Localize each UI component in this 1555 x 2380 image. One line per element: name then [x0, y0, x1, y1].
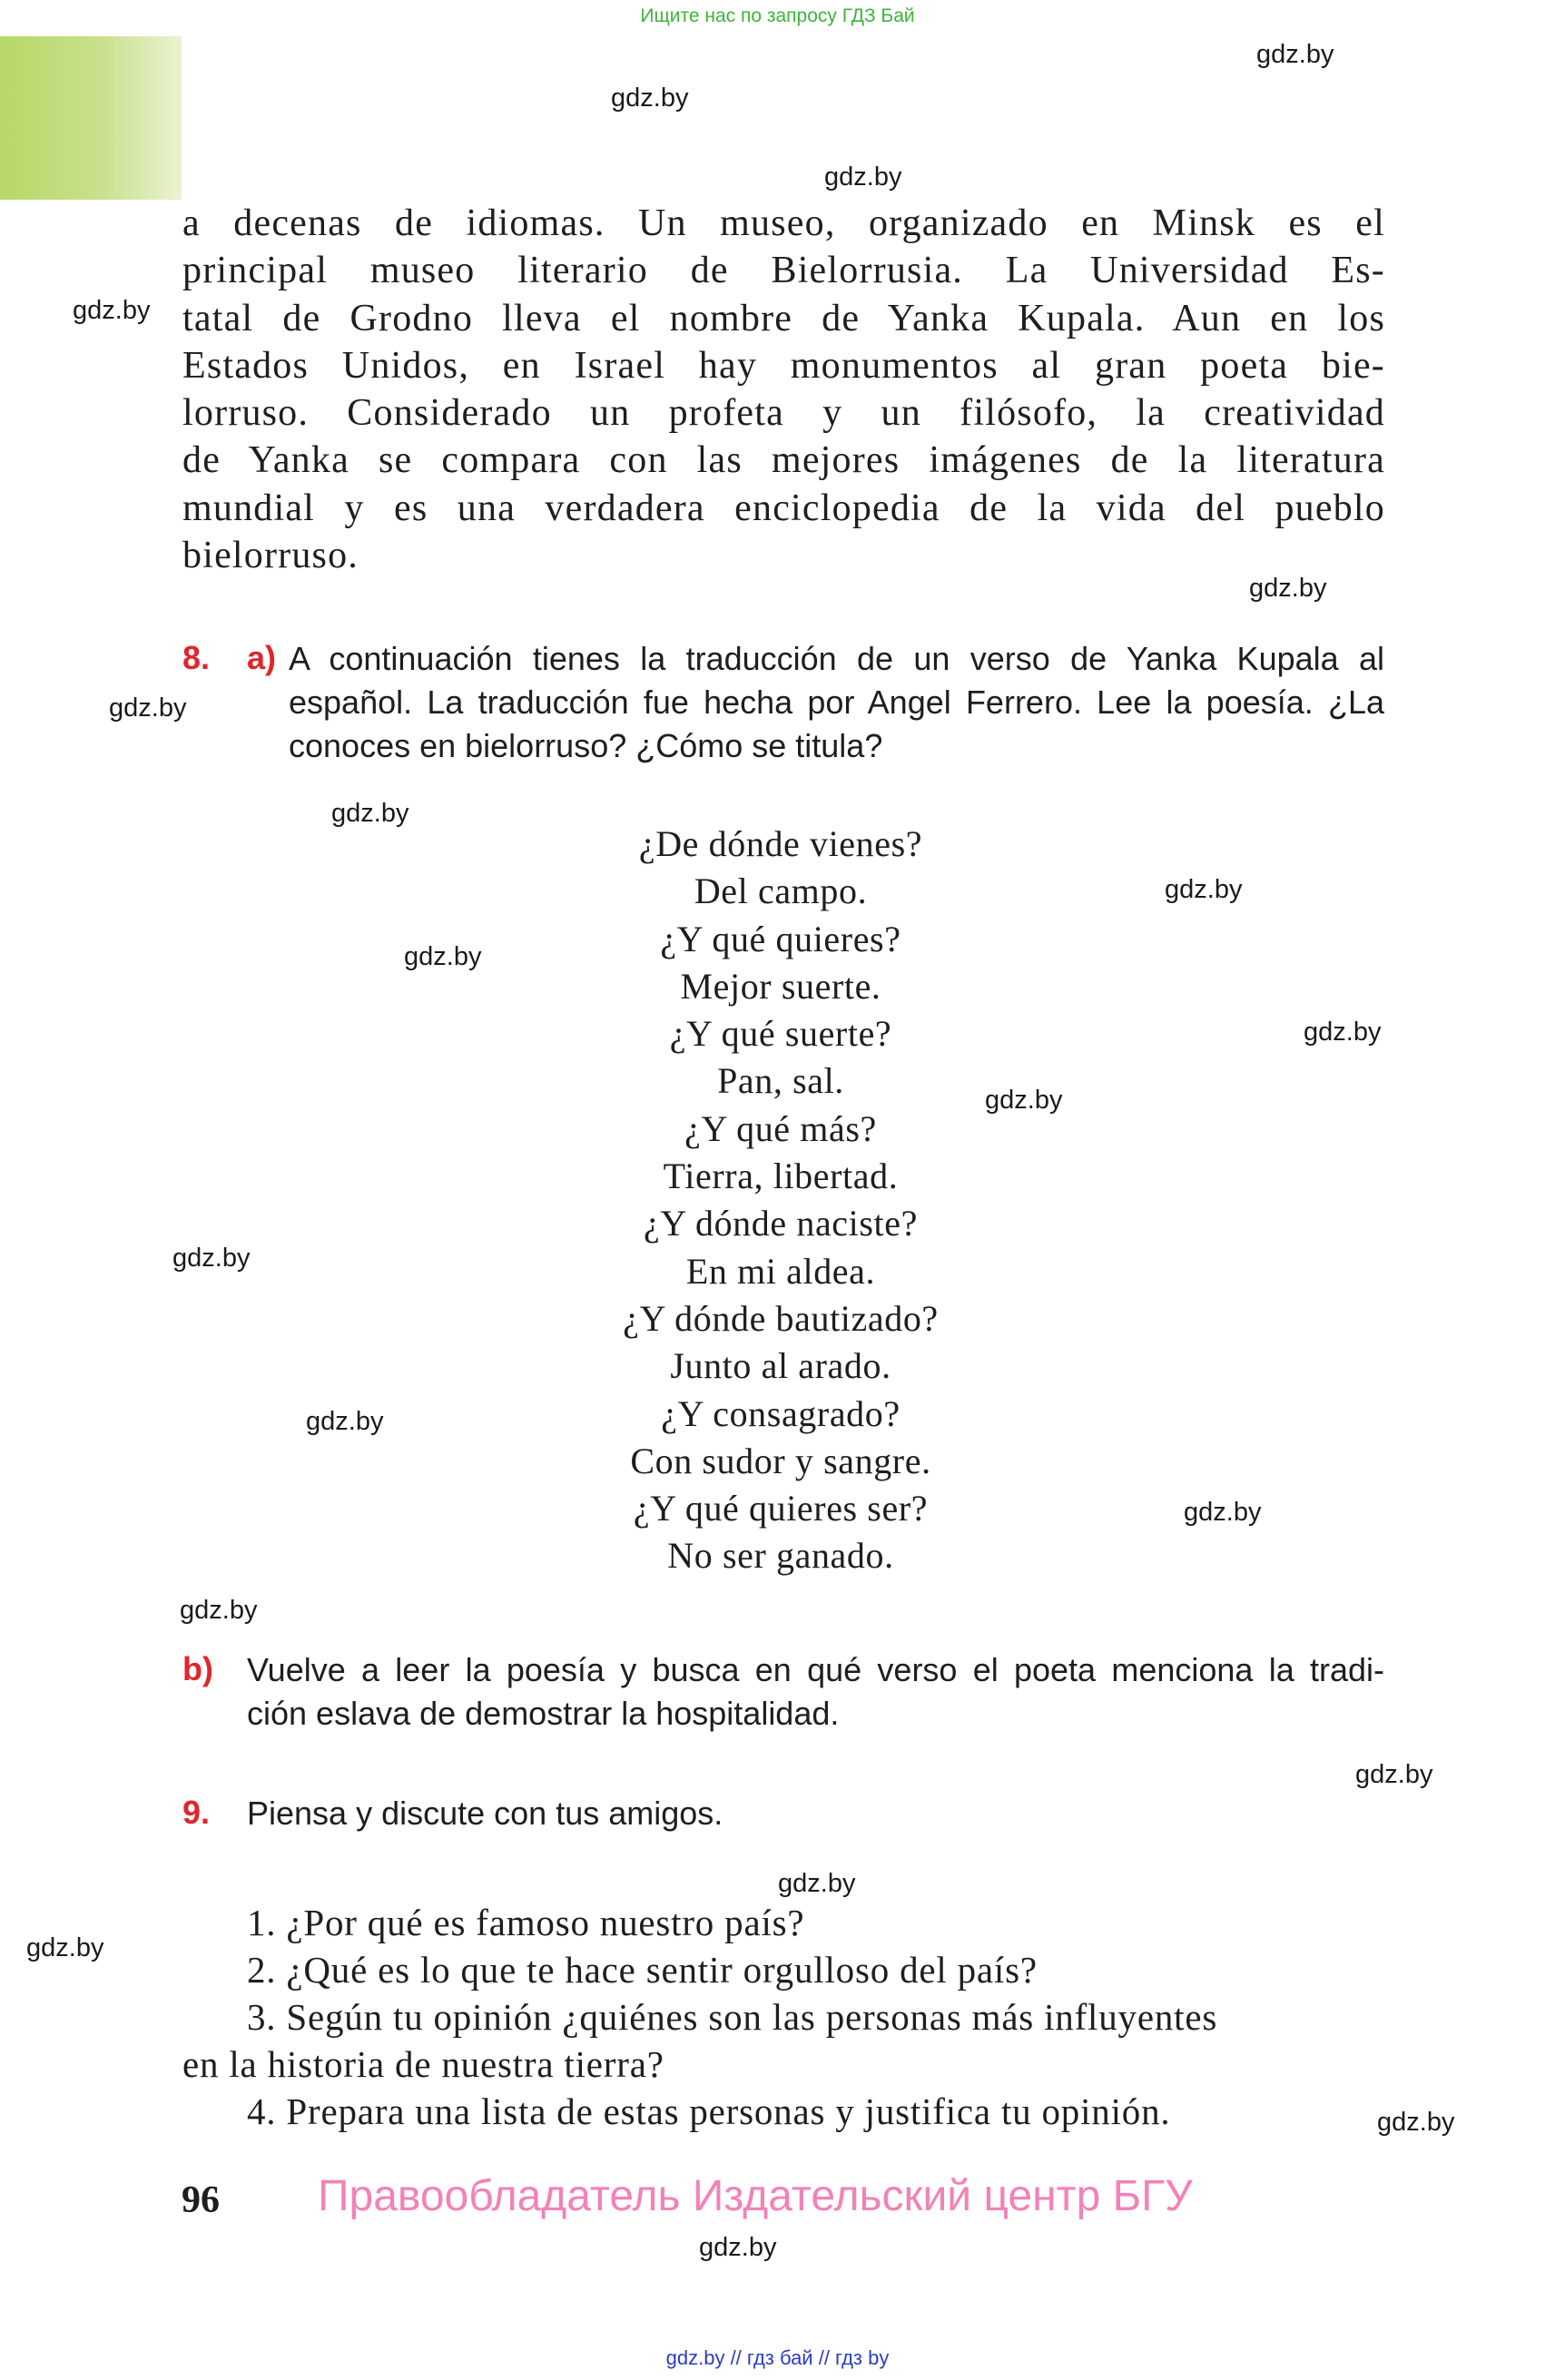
- watermark: gdz.by: [699, 2233, 777, 2262]
- watermark: gdz.by: [331, 799, 409, 828]
- poem-line: Tierra, libertad.: [663, 1156, 899, 1197]
- poem-line: ¿Y consagrado?: [661, 1392, 901, 1434]
- watermark: gdz.by: [1256, 40, 1334, 69]
- watermark: gdz.by: [306, 1407, 384, 1436]
- poem-line: No ser ganado.: [667, 1535, 894, 1577]
- paragraph-line: tatal de Grodno lleva el nombre de Yanka Kupala. Aun en los: [182, 297, 1385, 339]
- paragraph-line: principal museo literario de Bielorrusia. La Universidad Es-: [182, 250, 1385, 292]
- watermark: gdz.by: [73, 296, 151, 325]
- task-8a-letter: a): [247, 639, 277, 676]
- watermark: gdz.by: [778, 1869, 856, 1898]
- copyright-notice: Правообладатель Издательский центр БГУ: [318, 2172, 1193, 2220]
- paragraph-line: mundial y es una verdadera enciclopedia de la vida del pueblo: [182, 487, 1385, 529]
- watermark: gdz.by: [180, 1596, 258, 1625]
- poem-line: ¿De dónde vienes?: [638, 823, 923, 864]
- question-3-continuation: en la historia de nuestra tierra?: [182, 2043, 664, 2085]
- watermark: gdz.by: [26, 1933, 104, 1962]
- poem-line: ¿Y qué más?: [684, 1107, 877, 1149]
- task-9-number: 9.: [182, 1794, 211, 1831]
- task-8b-instructions: [247, 1648, 1384, 1736]
- task-8-number: 8.: [182, 639, 211, 676]
- poem-line: En mi aldea.: [685, 1250, 876, 1292]
- watermark: gdz.by: [1249, 574, 1327, 603]
- body-paragraph: [182, 200, 1385, 579]
- question-3: 3. Según tu opinión ¿quiénes son las personas más influyentes: [247, 1996, 1218, 2038]
- instruction-line: ción eslava de demostrar la hospitalidad.: [247, 1695, 840, 1732]
- poem-line: Mejor suerte.: [680, 965, 881, 1007]
- watermark: gdz.by: [1377, 2108, 1455, 2137]
- paragraph-line: bielorruso.: [182, 535, 359, 577]
- instruction-line: Vuelve a leer la poesía y busca en qué verso el poeta menciona la tradi-: [247, 1651, 1384, 1688]
- watermark: gdz.by: [1165, 875, 1243, 904]
- paragraph-line: a decenas de idiomas. Un museo, organizado en Minsk es el: [182, 202, 1385, 244]
- watermark: gdz.by: [109, 693, 187, 723]
- instruction-line: conoces en bielorruso? ¿Cómo se titula?: [289, 727, 883, 764]
- watermark: gdz.by: [985, 1086, 1063, 1115]
- page-number: 96: [182, 2179, 220, 2221]
- question-2: 2. ¿Qué es lo que te hace sentir orgulloso del país?: [247, 1949, 1038, 1991]
- poem: [508, 821, 1053, 1580]
- watermark: gdz.by: [824, 162, 902, 192]
- question-1: 1. ¿Por qué es famoso nuestro país?: [247, 1902, 805, 1943]
- paragraph-line: Estados Unidos, en Israel hay monumentos al gran poeta bie-: [182, 344, 1385, 387]
- task-8b-letter: b): [182, 1650, 213, 1687]
- poem-line: Junto al arado.: [670, 1345, 891, 1387]
- task-9-intro: Piensa y discute con tus amigos.: [247, 1795, 723, 1832]
- watermark: gdz.by: [1184, 1498, 1262, 1527]
- watermark: gdz.by: [172, 1244, 251, 1273]
- watermark: gdz.by: [611, 84, 689, 113]
- poem-line: ¿Y qué quieres ser?: [633, 1488, 929, 1529]
- page-corner-decoration: [0, 36, 182, 200]
- poem-line: ¿Y qué suerte?: [669, 1013, 892, 1055]
- task-8a-instructions: [289, 637, 1384, 768]
- question-4: 4. Prepara una lista de estas personas y justifica tu opinión.: [247, 2090, 1171, 2132]
- poem-line: ¿Y dónde naciste?: [644, 1203, 918, 1244]
- footer-links: gdz.by // гдз бай // гдз by: [665, 2346, 890, 2369]
- watermark: gdz.by: [1304, 1018, 1382, 1047]
- top-banner: Ищите нас по запросу ГДЗ Бай: [640, 5, 915, 26]
- poem-line: Del campo.: [694, 870, 868, 912]
- paragraph-line: de Yanka se compara con las mejores imágenes de la literatura: [182, 439, 1385, 482]
- poem-line: Con sudor y sangre.: [630, 1440, 931, 1481]
- watermark: gdz.by: [1355, 1760, 1433, 1789]
- poem-line: Pan, sal.: [717, 1060, 844, 1102]
- poem-line: ¿Y dónde bautizado?: [623, 1297, 939, 1339]
- watermark: gdz.by: [404, 942, 482, 971]
- instruction-line: español. La traducción fue hecha por Angel Ferrero. Lee la poesía. ¿La: [289, 684, 1384, 721]
- instruction-line: A continuación tienes la traducción de un verso de Yanka Kupala al: [289, 640, 1384, 677]
- paragraph-line: lorruso. Considerado un profeta y un filósofo, la creatividad: [182, 392, 1385, 435]
- poem-line: ¿Y qué quieres?: [660, 918, 901, 959]
